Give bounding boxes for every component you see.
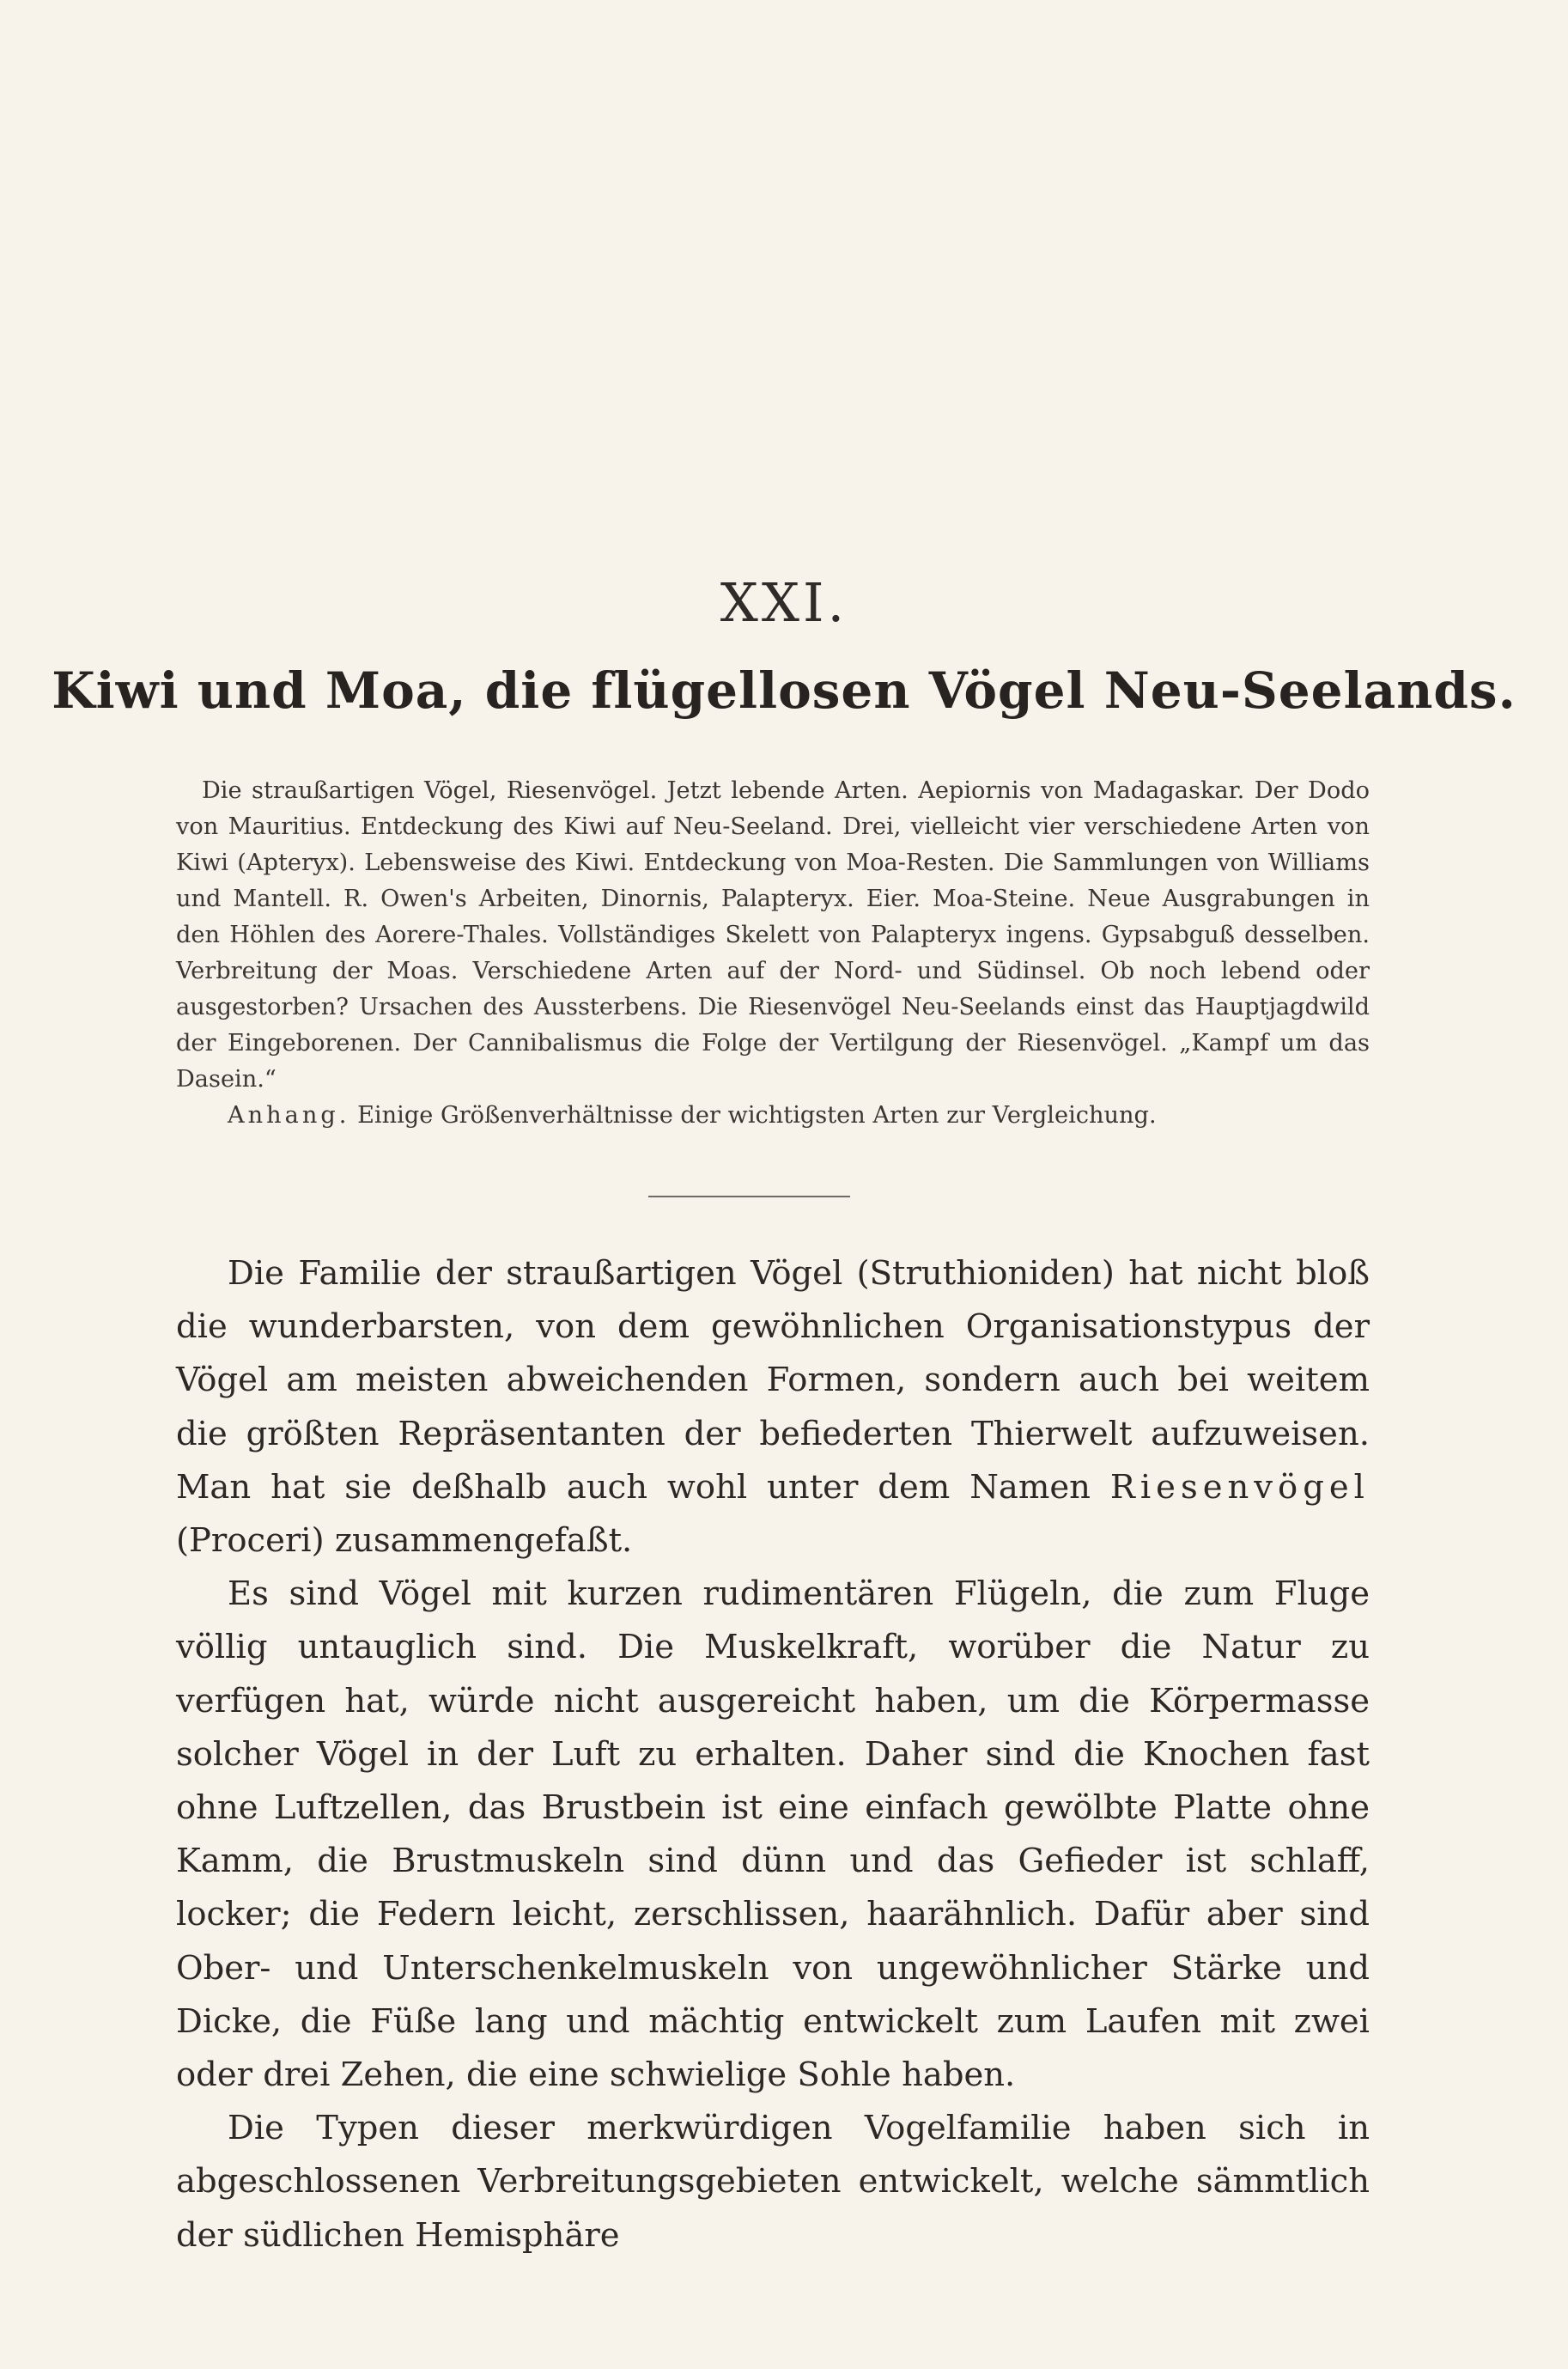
summary-text: Die straußartigen Vögel, Riesenvögel. Jetzt lebende Arten. Aepiornis von Madagaskar. Der Dodo von Mauritius. Entdeckung des Kiwi auf Neu-Seeland. Drei, vielleicht vier verschiedene Arten von Kiwi (Apteryx). Lebensweise des Kiwi. Entdeckung von Moa-Resten. Die Sammlungen von Williams und Mantell. R. Owen's Arbeiten, Dinornis, Palapteryx. Eier. Moa-Steine. Neue Ausgrabungen in den Höhlen des Aorere-Thales. Vollständiges Skelett von Palapteryx ingens. Gypsabguß desselben. Verbreitung der Moas. Verschiedene Arten auf der Nord- und Südinsel. Ob noch lebend oder ausgestorben? Ursachen des Aussterbens. Die Riesenvögel Neu-Seelands einst das Hauptjagdwild der Eingeborenen. Der Cannibalismus die Folge der Vertilgung der Riesenvögel. „Kampf um das Dasein.“ <box>176 777 1370 1093</box>
paragraph-1 <box>176 1247 1370 1568</box>
emphasized-term: Riesenvögel <box>1109 1467 1370 1507</box>
paragraph-2: Es sind Vögel mit kurzen rudimentären Flügeln, die zum Fluge völlig untauglich sind. Die Muskelkraft, worüber die Natur zu verfügen hat, würde nicht ausgereicht haben, um die Körpermasse solcher Vögel in der Luft zu erhalten. Daher sind die Knochen fast ohne Luftzellen, das Brustbein ist eine einfach gewölbte Platte ohne Kamm, die Brustmuskeln sind dünn und das Gefieder ist schlaff, locker; die Federn leicht, zerschlissen, haarähnlich. Dafür aber sind Ober- und Unterschenkelmuskeln von ungewöhnlicher Stärke und Dicke, die Füße lang und mächtig entwickelt zum Laufen mit zwei oder drei Zehen, die eine schwielige Sohle haben. <box>176 1574 1370 2095</box>
chapter-summary <box>176 773 1370 1134</box>
chapter-title: Kiwi und Moa, die flügellosen Vögel Neu-Seelands. <box>52 661 1516 720</box>
section-divider <box>648 1196 850 1197</box>
paragraph-3: Die Typen dieser merkwürdigen Vogelfamilie haben sich in abgeschlossenen Verbreitungsgebieten entwickelt, welche sämmtlich der südlichen Hemisphäre <box>176 2109 1370 2255</box>
body-text <box>176 1247 1370 2262</box>
appendix-label: Anhang. <box>228 1102 350 1129</box>
chapter-number: XXI. <box>720 571 848 634</box>
summary-appendix <box>176 1098 1370 1134</box>
paragraph-1-end: (Proceri) zusammengefaßt. <box>176 1521 633 1561</box>
paragraph-1-start: Die Familie der straußartigen Vögel (Struthioniden) hat nicht bloß die wunderbarsten, von dem gewöhnlichen Organisationstypus der Vögel am meisten abweichenden Formen, sondern auch bei weitem die größten Repräsentanten der befiederten Thierwelt aufzuweisen. Man hat sie deßhalb auch wohl unter dem Namen <box>176 1254 1370 1507</box>
appendix-text: Einige Größenverhältnisse der wichtigsten Arten zur Vergleichung. <box>357 1102 1157 1129</box>
